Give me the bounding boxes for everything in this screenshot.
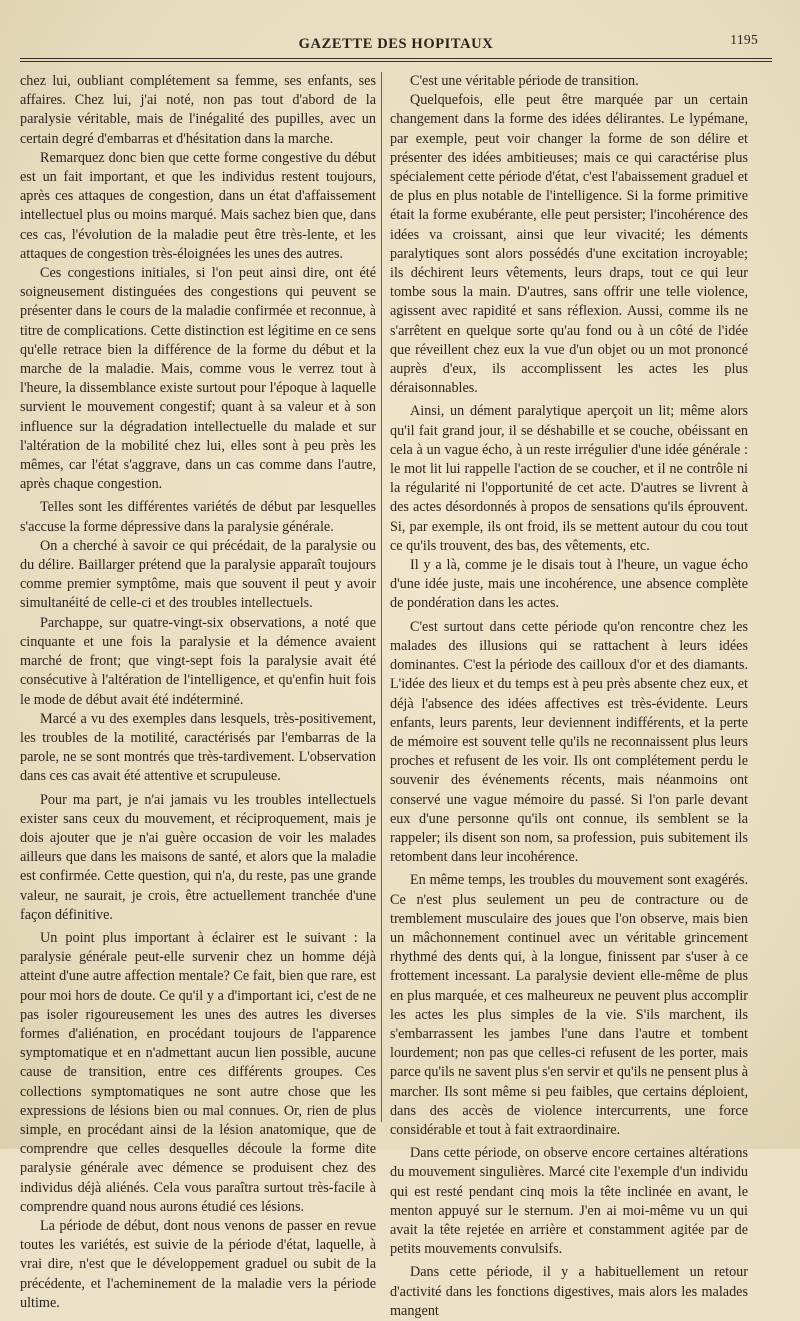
journal-title: GAZETTE DES HOPITAUX — [298, 36, 494, 52]
paragraph: Ces congestions initiales, si l'on peut ainsi dire, ont été soigneusement distinguées des congestions qui peuvent se présenter dans le cours de la maladie confirmée et reconnue, à titre de complications. Cette distinction est légitime en ce sens qu'elle retrace bien la différence de la forme du début et la marche de la maladie. Mais, comme vous le verrez tout à l'heure, la dissemblance existe surtout pour l'époque à laquelle survient le mouvement congestif; quant à sa valeur et à son influence sur la dégradation intellectuelle du malade et sur l'altération de la mobilité chez lui, elles sont à peu près les mêmes, car l'état s'aggrave, dans un cas comme dans l'autre, après chaque congestion. — [20, 265, 376, 493]
paragraph: Ainsi, un dément paralytique aperçoit un lit; même alors qu'il fait grand jour, il se déshabille et se couche, obéissant en cela à un vague écho, à un reste irrégulier d'une idée générale : le mot lit lui rappelle l'action de se coucher, et il ne contrôle ni la régularité ni l'opportunité de cet acte. D'autres se livrent à des actes désordonnés à propos de sensations qu'ils éprouvent. Si, par exemple, ils ont froid, ils se mettent autour du cou tout ce qu'ils trouvent, des bas, des vêtements, etc. — [390, 403, 748, 554]
right-column — [390, 72, 748, 1321]
paragraph: En même temps, les troubles du mouvement sont exagérés. Ce n'est plus seulement un peu de contracture ou de tremblement musculaire des joues que l'on observe, mais bien un mâchonnement continuel avec un véritable grincement rhythmé des dents qui, à la longue, finissent par s'user à ce frottement incessant. La paralysie devient elle-même de plus en plus marquée, et ces malheureux ne peuvent plus accomplir les actes les plus simples de la vie. S'ils marchent, ils s'embarrassent les jambes l'une dans l'autre et tombent lourdement; non pas que celles-ci refusent de les porter, mais parce qu'ils ne savent plus s'en servir et qu'ils ne pensent plus à marcher. Ils sont même si peu faibles, que certains déploient, dans des accès de violence intercurrents, une force considérable et tout à fait extraordinaire. — [390, 872, 748, 1138]
paragraph: Dans cette période, on observe encore certaines altérations du mouvement singulières. Marcé cite l'exemple d'un individu qui est resté pendant cinq mois la tête inclinée en avant, le menton appuyé sur le sternum. J'en ai moi-même vu un qui avait la tête rejetée en arrière et constamment agitée par de petits mouvements convulsifs. — [390, 1145, 748, 1258]
page-number: 1195 — [730, 32, 758, 47]
paragraph: C'est une véritable période de transition. — [410, 73, 639, 89]
paragraph: Quelquefois, elle peut être marquée par un certain changement dans la forme des idées délirantes. Le lypémane, par exemple, peut voir changer la forme de son délire et présenter des idées ambitieuses; mais ce qui caractérise plus spécialement cette période d'état, c'est l'abaissement graduel et de plus en plus notable de l'intelligence. Si la forme primitive était la forme exubérante, elle peut persister; l'incohérence des idées va croissant, ainsi que leur vivacité; les déments paralytiques sont alors possédés d'une excitation incroyable; ils déchirent leurs vêtements, leurs draps, tout ce qui leur tombe sous la main. D'autres, sans offrir une telle violence, agissent avec rapidité et sans réflexion. Aussi, comme ils ne s'arrêtent en quelque sorte qu'au fond ou à un côté de l'idée que réveillent chez eux la vue d'un objet ou un mot prononcé auprès d'eux, ils accomplissent les actes les plus déraisonnables. — [390, 92, 748, 397]
header-rule-top — [20, 58, 772, 59]
paragraph: Marcé a vu des exemples dans lesquels, très-positivement, les troubles de la motilité, caractérisés par l'embarras de la parole, ne se sont montrés que très-tardivement. L'observation dans ces cas avait été attentive et scrupuleuse. — [20, 710, 376, 785]
paragraph: Parchappe, sur quatre-vingt-six observations, a noté que cinquante et une fois la paralysie et la démence avaient marché de front; que vingt-sept fois la paralysie avait été consécutive à l'altération de l'intelligence, et qu'enfin huit fois le mode de début avait été indéterminé. — [20, 614, 376, 708]
header-rule-bottom — [20, 61, 772, 62]
left-column — [20, 72, 376, 1313]
paragraph: Remarquez donc bien que cette forme congestive du début est un fait important, et que les individus restent toujours, après ces attaques de congestion, dans un état d'affaissement intellectuel plus ou moins marqué. Mais sachez bien que, dans ces cas, l'évolution de la maladie peut être très-lente, et les attaques de congestion très-éloignées les unes des autres. — [20, 149, 376, 262]
page-header — [20, 30, 772, 62]
paragraph: Dans cette période, il y a habituellement un retour d'activité dans les fonctions digestives, mais alors les malades mangent — [390, 1264, 748, 1319]
paragraph: chez lui, oubliant complétement sa femme, ses enfants, ses affaires. Chez lui, j'ai noté, non pas tout d'abord de la paralysie véritable, mais de l'inégalité des pupilles, avec un certain degré d'embarras et d'hésitation dans la marche. — [20, 73, 376, 147]
paragraph: C'est surtout dans cette période qu'on rencontre chez les malades des illusions qui se rattachent à leurs idées dominantes. C'est la période des cailloux d'or et des diamants. L'idée des lieux et du temps est à peu près absente chez eux, et déjà l'absence des idées affectives est très-évidente. Leurs enfants, leurs parents, leur deviennent indifférents, et la perte de mémoire est souvent telle qu'ils ne reconnaissent plus leurs proches et refusent de les voir. Ils ont complétement perdu le souvenir des événements récents, mais néanmoins ont conservé une vague mémoire du passé. Si l'on parle devant eux d'une personne qu'ils ont connue, ils semblent se la rappeler; ils disent son nom, sa profession, puis subitement ils retombent dans leur incohérence. — [390, 618, 748, 866]
paragraph: On a cherché à savoir ce qui précédait, de la paralysie ou du délire. Baillarger prétend que la paralysie apparaît toujours comme premier symptôme, mais que souvent il peut y avoir simultanéité de celle-ci et des troubles intellectuels. — [20, 537, 376, 612]
paragraph: La période de début, dont nous venons de passer en revue toutes les variétés, est suivie de la période d'état, laquelle, à vrai dire, n'est que le développement graduel ou subit de la précédente, et l'acheminement de la maladie vers la période ultime. — [20, 1217, 376, 1311]
paragraph: Telles sont les différentes variétés de début par lesquelles s'accuse la forme dépressive dans la paralysie générale. — [20, 499, 376, 535]
column-divider — [381, 72, 382, 1122]
paragraph: Il y a là, comme je le disais tout à l'heure, un vague écho d'une idée juste, mais une incohérence, une absence complète de pondération dans les actes. — [390, 557, 748, 612]
paragraph: Un point plus important à éclairer est le suivant : la paralysie générale peut-elle survenir chez un homme déjà atteint d'une autre affection mentale? Ce fait, bien que rare, est pour moi hors de doute. Ce qu'il y a d'important ici, c'est de ne pas isoler rigoureusement les unes des autres les diverses formes d'aliénation, en procédant toujours de l'apparence symptomatique et en n'admettant aucun lien possible, aucune cause de transition, entre ces différents groupes. Ces collections symptomatiques ne sont autre chose que les expressions de lésions bien ou mal connues. Or, rien de plus simple, en procédant ainsi de la lésion anatomique, que de comprendre que celles desquelles découle la forme dite paralysie générale avec démence se produisent chez des individus déjà aliénés. Cela vous paraîtra surtout très-facile à comprendre quand nous aurons étudié ces lésions. — [20, 929, 376, 1215]
paragraph: Pour ma part, je n'ai jamais vu les troubles intellectuels exister sans ceux du mouvement, et réciproquement, mais je dois ajouter que je n'ai guère occasion de voir les malades ailleurs que dans les maisons de santé, et alors que la maladie est confirmée. Cette question, qui n'a, du reste, pas une grande valeur, ne saurait, je crois, être actuellement tranchée d'une façon définitive. — [20, 791, 376, 923]
